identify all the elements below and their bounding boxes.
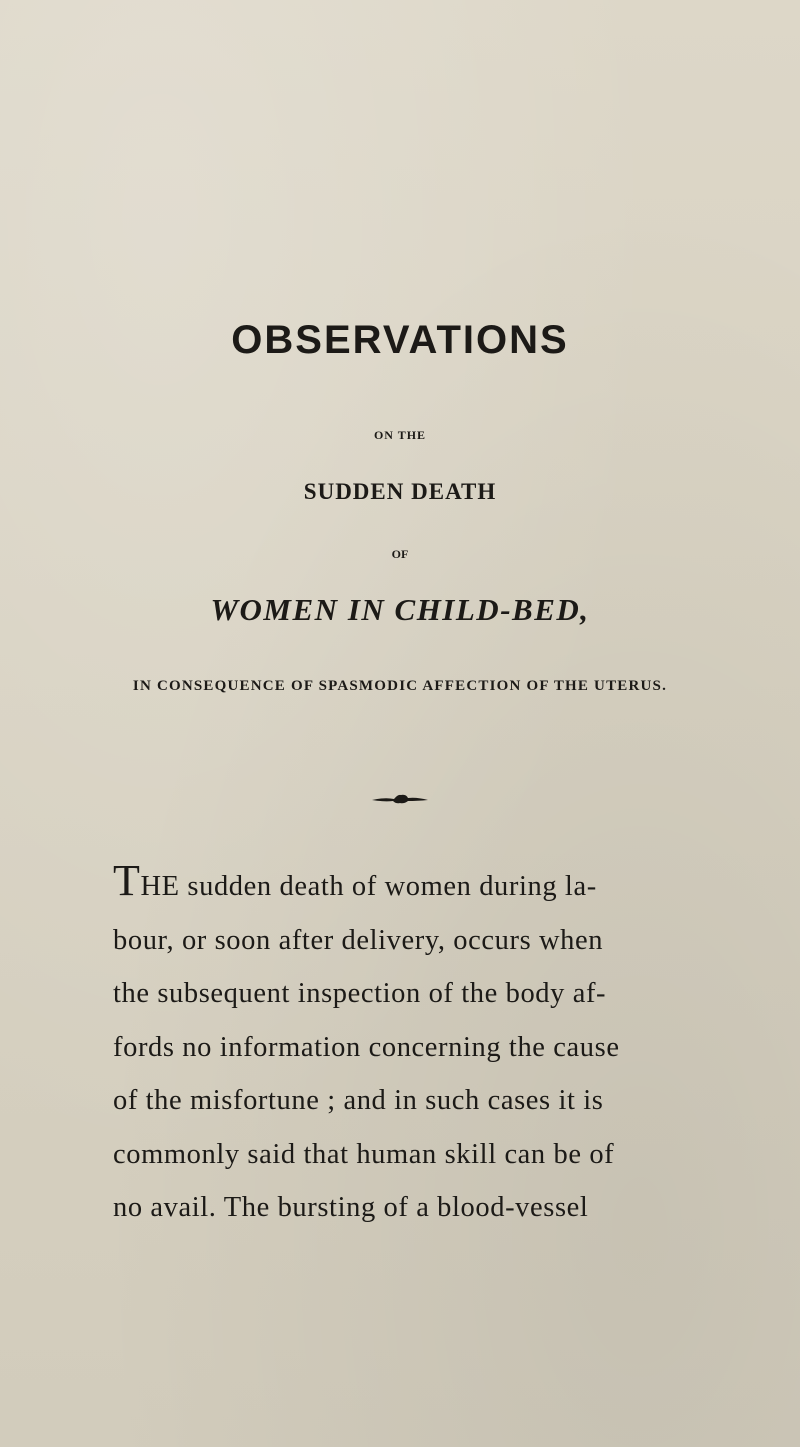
subtitle-consequence: IN CONSEQUENCE OF SPASMODIC AFFECTION OF THE UTERUS. (132, 678, 668, 694)
drop-cap: T (113, 856, 141, 905)
subtitle-on-the: ON THE (373, 428, 427, 442)
subtitle-sudden-death: SUDDEN DEATH (303, 479, 497, 504)
subtitle-of: OF (391, 547, 409, 561)
body-line: bour, or soon after delivery, occurs when (113, 924, 604, 956)
page-title: OBSERVATIONS (231, 318, 569, 362)
subtitle-women-in-child-bed: WOMEN IN CHILD-BED, (210, 592, 590, 627)
printer-ornament-icon (370, 793, 430, 805)
body-line: of the misfortune ; and in such cases it is (113, 1085, 604, 1116)
body-line: the subsequent inspection of the body af- (113, 978, 607, 1009)
body-line: no avail. The bursting of a blood-vessel (113, 1192, 589, 1223)
first-line-text: HE sudden death of women during la- (140, 871, 597, 902)
body-line: fords no information concerning the cause (113, 1031, 620, 1063)
body-line: commonly said that human skill can be of (113, 1138, 615, 1170)
body-line-1 (113, 856, 753, 914)
body-paragraph (113, 856, 753, 1235)
